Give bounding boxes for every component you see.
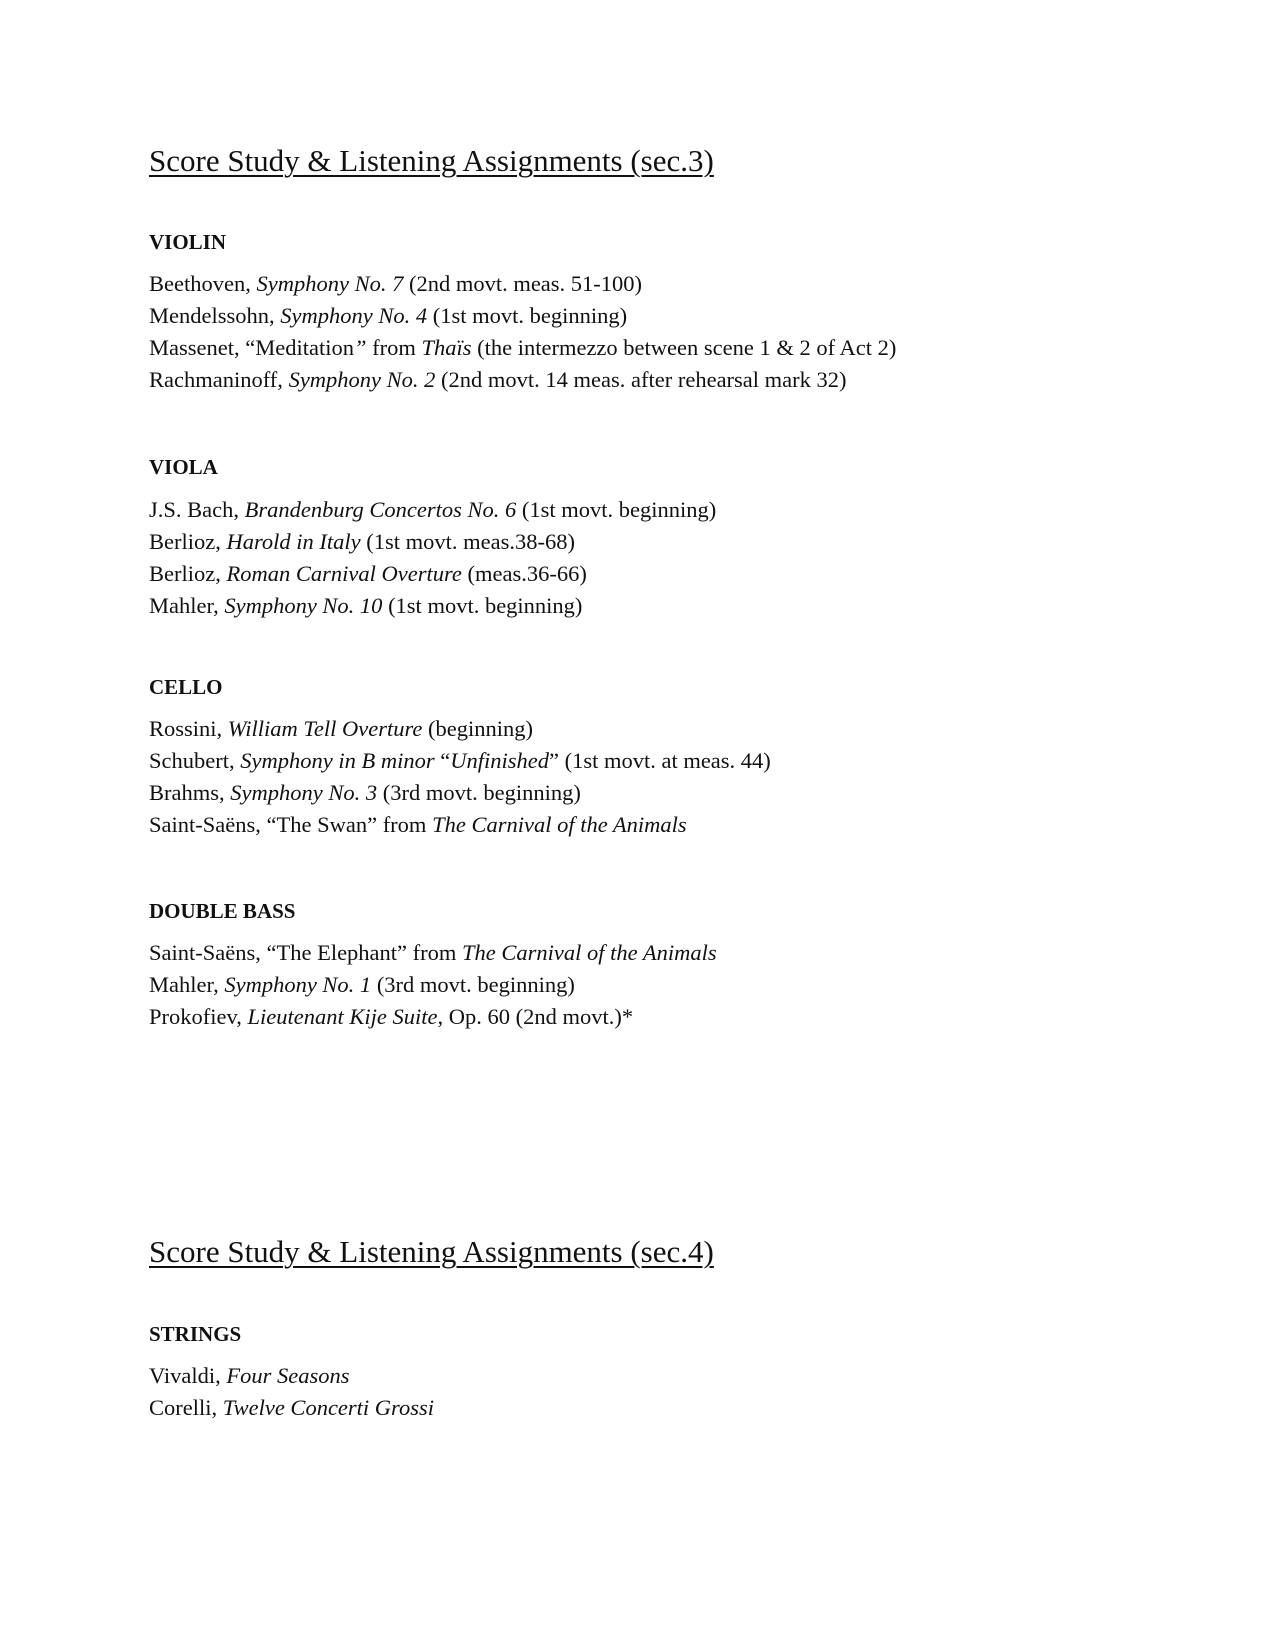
strings-label: STRINGS [149,1322,242,1346]
cello-list [149,713,771,841]
violin-item-beethoven [149,268,896,300]
violin-item-mendelssohn [149,300,896,332]
sec3-heading: Score Study & Listening Assignments (sec.3) [149,143,714,178]
viola-item-mahler [149,590,716,622]
composer: Saint-Saëns, “The Swan” from [149,812,433,837]
detail: (1st movt. beginning) [427,303,628,328]
composer: J.S. Bach, [149,497,245,522]
cello-item-saint-saens [149,809,771,841]
cello-item-schubert [149,745,771,777]
detail: (2nd movt. meas. 51-100) [403,271,643,296]
detail: (the intermezzo between scene 1 & 2 of Act 2) [471,335,897,360]
violin-item-massenet [149,332,896,364]
work-title: Symphony No. 1 [224,972,372,997]
composer: Mahler, [149,593,225,618]
work-title: Symphony in B minor [240,748,435,773]
composer: Mendelssohn, [149,303,281,328]
strings-list [149,1360,434,1424]
work-title: Symphony No. 10 [224,593,383,618]
cello-item-rossini [149,713,771,745]
composer: Massenet, “Meditation [149,335,354,360]
composer: Vivaldi, [149,1363,227,1388]
double-bass-list [149,937,717,1033]
work-title: Brandenburg Concertos No. 6 [244,497,517,522]
violin-label: VIOLIN [149,230,227,254]
composer: Rachmaninoff, [149,367,289,392]
work-title: Harold in Italy [226,529,361,554]
detail: (3rd movt. beginning) [377,780,581,805]
composer: Brahms, [149,780,231,805]
detail: “ [434,748,451,773]
work-title: Four Seasons [226,1363,350,1388]
violin-item-rachmaninoff [149,364,896,396]
work-title: The Carnival of the Animals [432,812,687,837]
detail: from [366,335,422,360]
composer: Prokofiev, [149,1004,248,1029]
composer: Berlioz, [149,561,227,586]
bass-item-prokofiev [149,1001,717,1033]
work-title: Symphony No. 7 [256,271,404,296]
composer: Mahler, [149,972,225,997]
work-title: Thaïs [421,335,472,360]
cello-label: CELLO [149,675,223,699]
strings-item-vivaldi [149,1360,434,1392]
detail: (beginning) [422,716,533,741]
composer: Schubert, [149,748,241,773]
viola-list [149,494,716,622]
bass-item-mahler [149,969,717,1001]
work-title: William Tell Overture [227,716,423,741]
detail: ” (1st movt. at meas. 44) [548,748,771,773]
double-bass-label: DOUBLE BASS [149,899,296,923]
quote-mark: ” [353,335,367,360]
work-title: The Carnival of the Animals [462,940,717,965]
composer: Rossini, [149,716,228,741]
composer: Berlioz, [149,529,227,554]
viola-item-berlioz-harold [149,526,716,558]
composer: Beethoven, [149,271,257,296]
detail: , Op. 60 (2nd movt.)* [437,1004,634,1029]
bass-item-saint-saens [149,937,717,969]
violin-list [149,268,896,396]
detail: (1st movt. beginning) [382,593,583,618]
detail: (3rd movt. beginning) [371,972,575,997]
work-title: Symphony No. 3 [230,780,378,805]
work-title: Symphony No. 4 [280,303,428,328]
detail: (1st movt. beginning) [516,497,717,522]
detail: (meas.36-66) [461,561,587,586]
work-title: Lieutenant Kije Suite [247,1004,438,1029]
work-title: Symphony No. 2 [288,367,436,392]
viola-item-bach [149,494,716,526]
work-subtitle: Unfinished [450,748,549,773]
viola-item-berlioz-roman [149,558,716,590]
sec4-heading: Score Study & Listening Assignments (sec.4) [149,1234,714,1269]
strings-item-corelli [149,1392,434,1424]
detail: (1st movt. meas.38-68) [360,529,575,554]
composer: Saint-Saëns, “The Elephant” from [149,940,463,965]
viola-label: VIOLA [149,455,218,479]
composer: Corelli, [149,1395,223,1420]
work-title: Roman Carnival Overture [226,561,462,586]
work-title: Twelve Concerti Grossi [222,1395,434,1420]
cello-item-brahms [149,777,771,809]
detail: (2nd movt. 14 meas. after rehearsal mark 32) [435,367,847,392]
